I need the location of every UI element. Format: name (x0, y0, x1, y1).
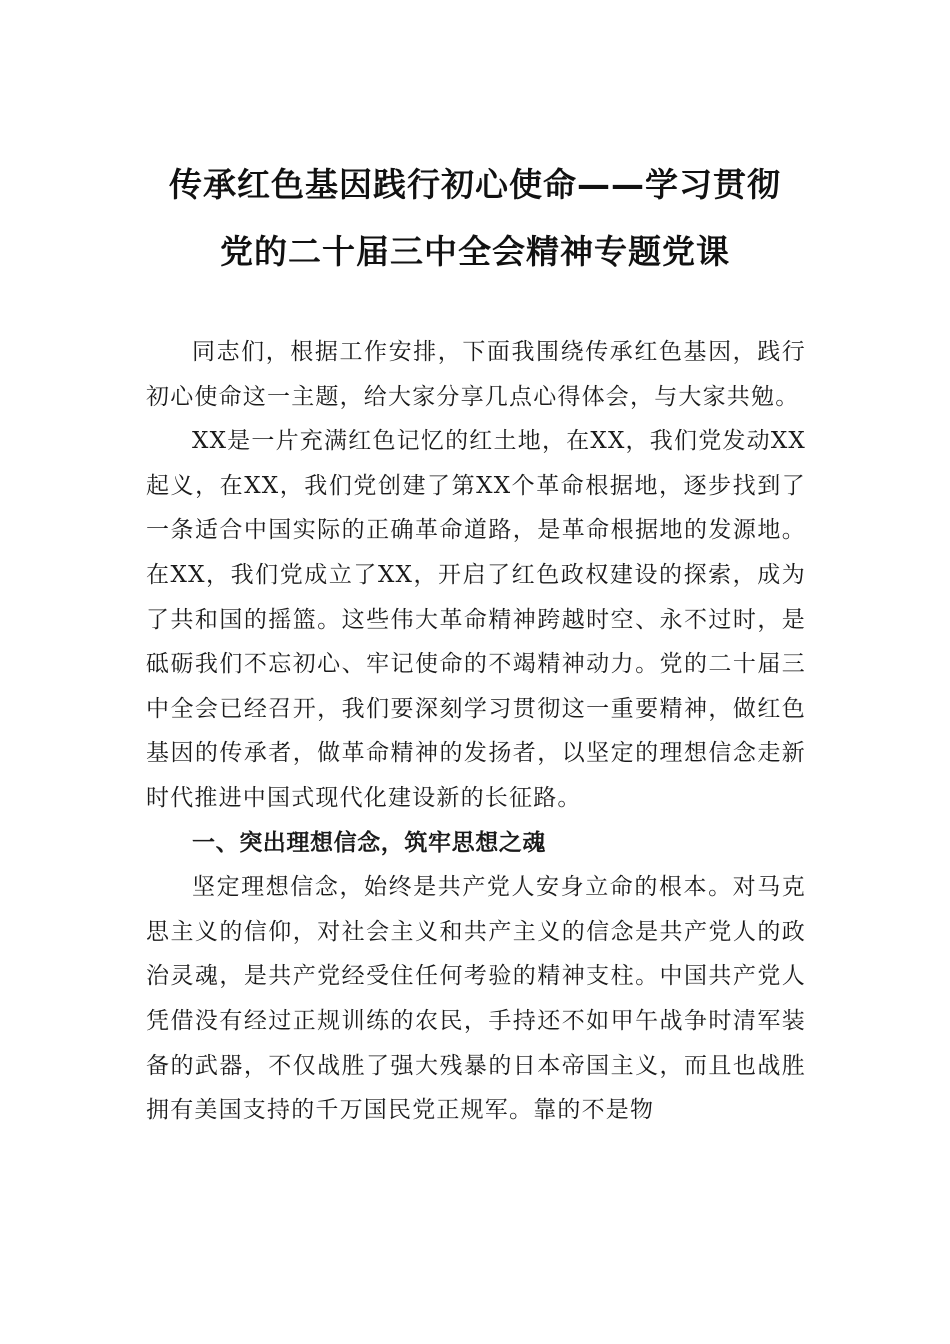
document-title-line-2: 党的二十届三中全会精神专题党课 (220, 232, 730, 271)
document-body (146, 330, 806, 1133)
document-title-line-1: 传承红色基因践行初心使命——学习贯彻 (169, 165, 781, 204)
background-paragraph: XX是一片充满红色记忆的红土地，在XX，我们党发动XX起义，在XX，我们党创建了第XX个革命根据地，逐步找到了一条适合中国实际的正确革命道路，是革命根据地的发源地。在XX，我们党成立了XX，开启了红色政权建设的探索，成为了共和国的摇篮。这些伟大革命精神跨越时空、永不过时，是砥砺我们不忘初心、牢记使命的不竭精神动力。党的二十届三中全会已经召开，我们要深刻学习贯彻这一重要精神，做红色基因的传承者，做革命精神的发扬者，以坚定的理想信念走新时代推进中国式现代化建设新的长征路。 (146, 428, 806, 811)
section-1-paragraph: 坚定理想信念，始终是共产党人安身立命的根本。对马克思主义的信仰，对社会主义和共产主义的信念是共产党人的政治灵魂，是共产党经受住任何考验的精神支柱。中国共产党人凭借没有经过正规训练的农民，手持还不如甲午战争时清军装备的武器，不仅战胜了强大残暴的日本帝国主义，而且也战胜拥有美国支持的千万国民党正规军。靠的不是物 (146, 874, 806, 1124)
section-1-heading: 一、突出理想信念，筑牢思想之魂 (192, 829, 546, 856)
intro-paragraph: 同志们，根据工作安排，下面我围绕传承红色基因，践行初心使命这一主题，给大家分享几点心得体会，与大家共勉。 (146, 339, 806, 410)
